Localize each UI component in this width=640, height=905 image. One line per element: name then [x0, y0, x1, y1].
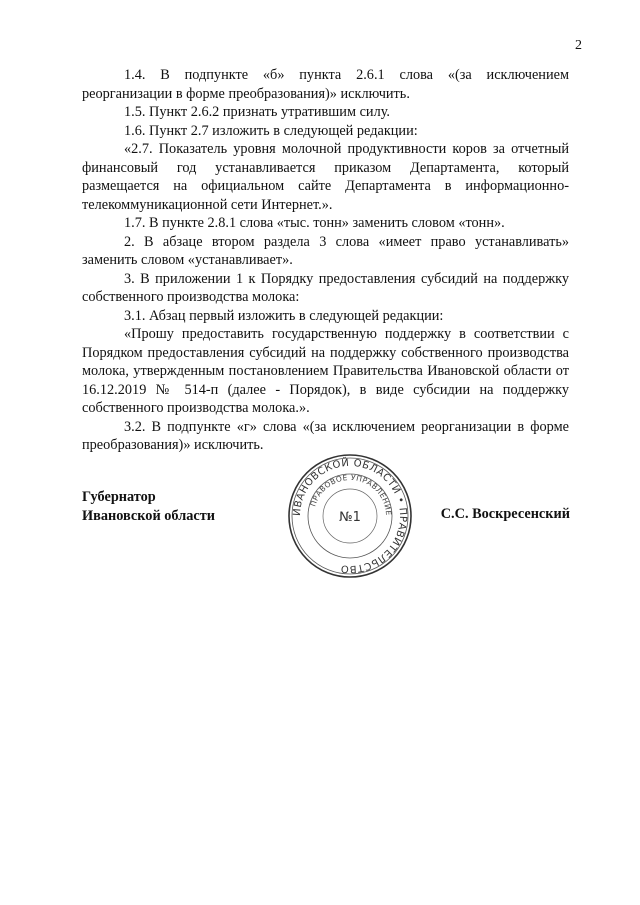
- paragraph-1-6: 1.6. Пункт 2.7 изложить в следующей редакции:: [124, 122, 418, 139]
- paragraph-3-2: 3.2. В подпункте «г» слова «(за исключением реорганизации в форме преобразования)» исключить.: [82, 418, 569, 453]
- paragraph-2-7-quote: «2.7. Показатель уровня молочной продуктивности коров за отчетный финансовый год устанавливается приказом Департамента, который размещается на официальном сайте Департамента в информационно-телекоммуникационной сети Интернет.».: [82, 141, 569, 213]
- paragraph-request-quote: «Прошу предоставить государственную поддержку в соответствии с Порядком предоставления субсидий на поддержку собственного производства молока, утвержденным постановлением Правительства Ивановской области от 16.12.2019 № 514-п (далее - Порядок), в виде субсидии на поддержку собственного производства молока.».: [82, 326, 569, 416]
- seal-graphic: [286, 452, 414, 580]
- paragraph-3-1: 3.1. Абзац первый изложить в следующей редакции:: [124, 307, 444, 324]
- signature-title-line1: Губернатор: [82, 489, 156, 505]
- seal-inner-text: ПРАВОВОЕ УПРАВЛЕНИЕ: [308, 472, 394, 516]
- paragraph-3: 3. В приложении 1 к Порядку предоставления субсидий на поддержку собственного производства молока:: [82, 270, 569, 305]
- official-seal: [286, 452, 414, 580]
- document-body: [82, 66, 569, 455]
- paragraph-2: 2. В абзаце втором раздела 3 слова «имеет право устанавливать» заменить словом «устанавливает».: [82, 233, 569, 268]
- signature-title: [82, 488, 215, 525]
- signature-title-line2: Ивановской области: [82, 507, 215, 524]
- paragraph-1-4: 1.4. В подпункте «б» пункта 2.6.1 слова «(за исключением реорганизации в форме преобразования)» исключить.: [82, 67, 569, 102]
- paragraph-1-5: 1.5. Пункт 2.6.2 признать утратившим силу.: [124, 104, 391, 120]
- seal-outer-text: ИВАНОВСКОЙ ОБЛАСТИ • ПРАВИТЕЛЬСТВО: [291, 457, 409, 575]
- paragraph-1-7: 1.7. В пункте 2.8.1 слова «тыс. тонн» заменить словом «тонн».: [124, 215, 505, 231]
- page-number: 2: [575, 38, 582, 53]
- seal-number: №1: [339, 510, 361, 525]
- signature-name: С.С. Воскресенский: [440, 506, 570, 522]
